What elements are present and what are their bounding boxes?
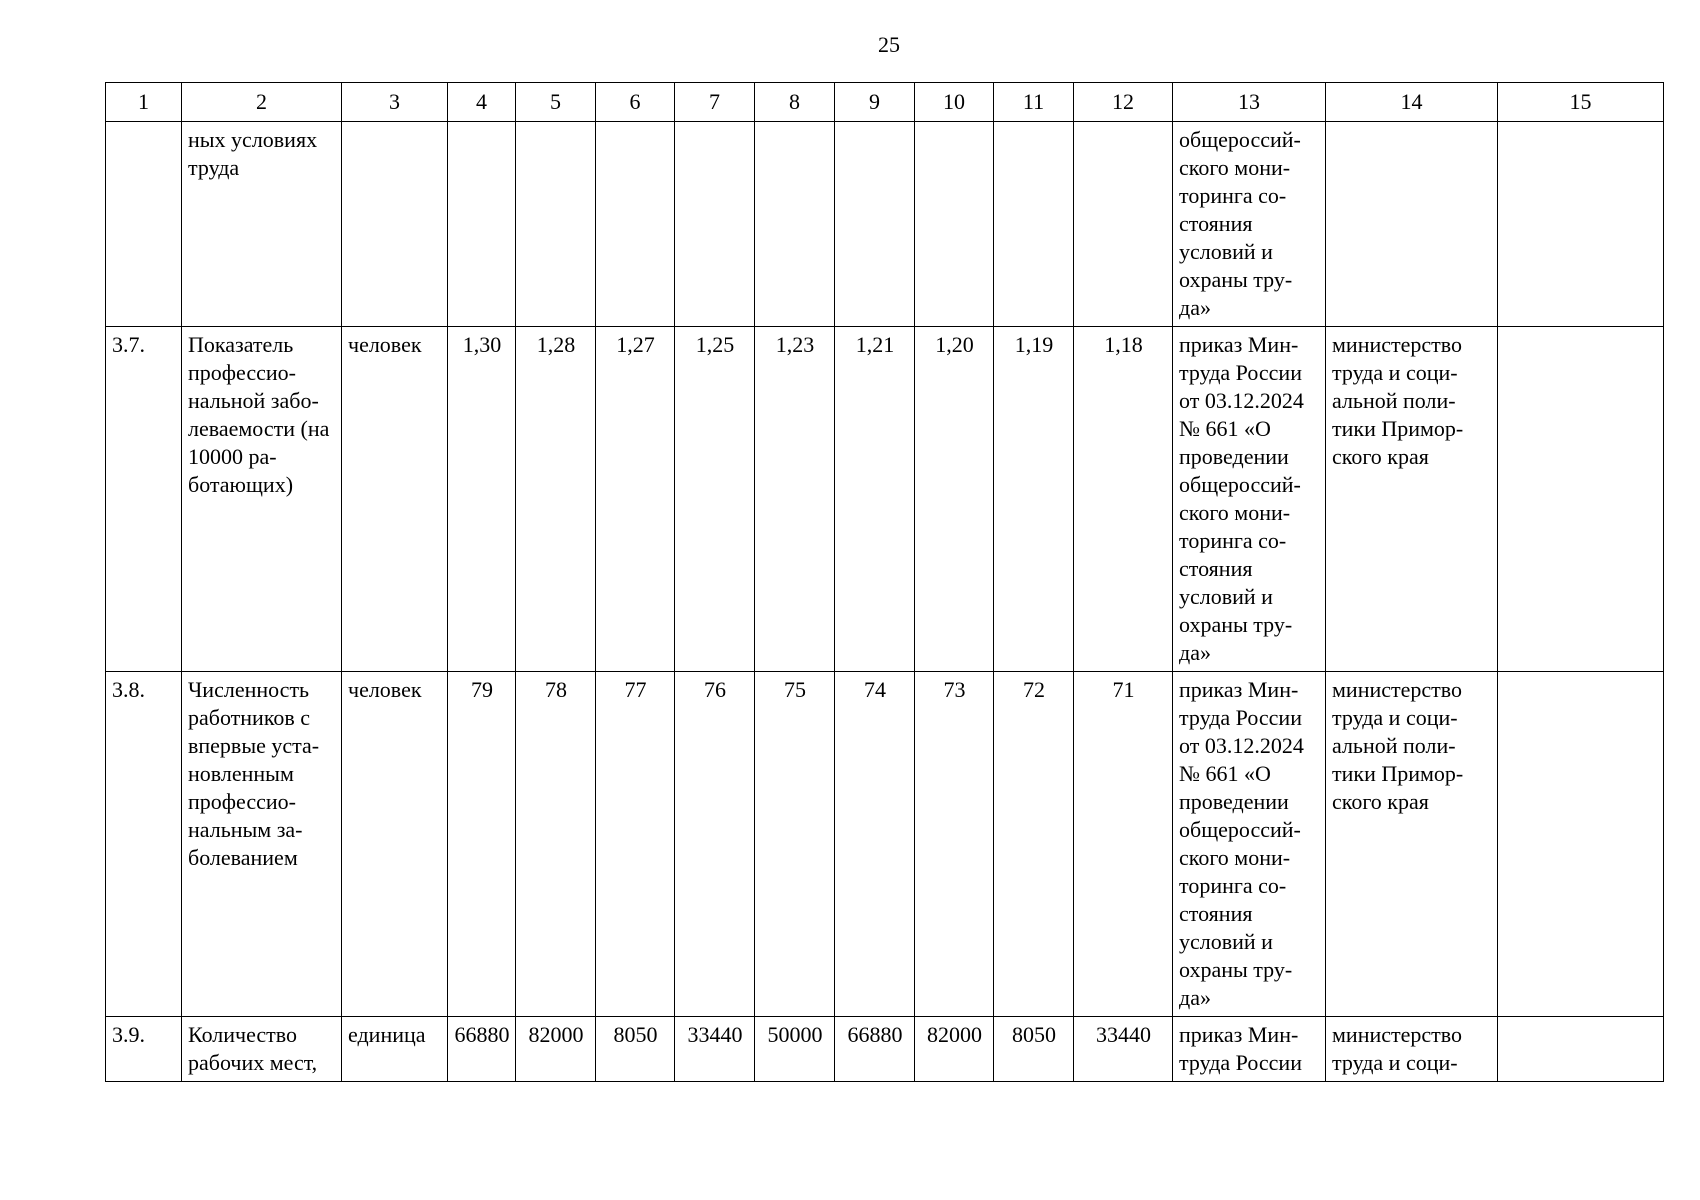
source-cell: приказ Мин-труда России (1173, 1017, 1326, 1082)
value-cell: 1,28 (516, 327, 596, 672)
value-cell: 50000 (755, 1017, 835, 1082)
value-cell: 79 (448, 672, 516, 1017)
col-header: 14 (1326, 83, 1498, 122)
responsible-cell (1326, 122, 1498, 327)
responsible-cell: министерство труда и соци-альной поли-тики Примор-ского края (1326, 327, 1498, 672)
value-cell (1074, 122, 1173, 327)
col-header: 13 (1173, 83, 1326, 122)
col-header: 8 (755, 83, 835, 122)
value-cell: 66880 (448, 1017, 516, 1082)
table-row (106, 672, 1664, 1017)
col-header: 12 (1074, 83, 1173, 122)
unit-cell: человек (342, 327, 448, 672)
table-row (106, 327, 1664, 672)
row-number (106, 122, 182, 327)
value-cell: 76 (675, 672, 755, 1017)
value-cell: 77 (596, 672, 675, 1017)
value-cell: 82000 (516, 1017, 596, 1082)
value-cell: 74 (835, 672, 915, 1017)
value-cell: 1,20 (915, 327, 994, 672)
value-cell: 1,19 (994, 327, 1074, 672)
value-cell (516, 122, 596, 327)
value-cell: 71 (1074, 672, 1173, 1017)
value-cell (448, 122, 516, 327)
value-cell: 1,18 (1074, 327, 1173, 672)
row-number: 3.8. (106, 672, 182, 1017)
unit-cell: человек (342, 672, 448, 1017)
value-cell: 8050 (994, 1017, 1074, 1082)
unit-cell: единица (342, 1017, 448, 1082)
value-cell: 8050 (596, 1017, 675, 1082)
value-cell: 33440 (1074, 1017, 1173, 1082)
indicators-table (105, 82, 1664, 1082)
value-cell (835, 122, 915, 327)
value-cell: 1,23 (755, 327, 835, 672)
note-cell (1498, 1017, 1664, 1082)
responsible-cell: министерство труда и соци-альной поли-тики Примор-ского края (1326, 672, 1498, 1017)
note-cell (1498, 672, 1664, 1017)
table-row (106, 122, 1664, 327)
source-cell: общероссий-ского мони-торинга со-стояния условий и охраны тру-да» (1173, 122, 1326, 327)
col-header: 1 (106, 83, 182, 122)
value-cell (994, 122, 1074, 327)
col-header: 4 (448, 83, 516, 122)
value-cell: 66880 (835, 1017, 915, 1082)
header-row (106, 83, 1664, 122)
col-header: 6 (596, 83, 675, 122)
value-cell: 72 (994, 672, 1074, 1017)
value-cell (915, 122, 994, 327)
value-cell: 1,21 (835, 327, 915, 672)
indicator-name: Показатель профессио-нальной забо-леваемости (на 10000 ра-ботающих) (182, 327, 342, 672)
value-cell: 1,25 (675, 327, 755, 672)
value-cell: 75 (755, 672, 835, 1017)
indicator-name: Количество рабочих мест, (182, 1017, 342, 1082)
col-header: 3 (342, 83, 448, 122)
col-header: 11 (994, 83, 1074, 122)
value-cell: 1,30 (448, 327, 516, 672)
col-header: 7 (675, 83, 755, 122)
indicator-name: Численность работников с впервые уста-новленным профессио-нальным за-болеванием (182, 672, 342, 1017)
responsible-cell: министерство труда и соци- (1326, 1017, 1498, 1082)
row-number: 3.9. (106, 1017, 182, 1082)
value-cell (596, 122, 675, 327)
col-header: 2 (182, 83, 342, 122)
row-number: 3.7. (106, 327, 182, 672)
page-number: 25 (878, 32, 900, 57)
value-cell: 73 (915, 672, 994, 1017)
note-cell (1498, 327, 1664, 672)
value-cell (675, 122, 755, 327)
value-cell: 1,27 (596, 327, 675, 672)
unit-cell (342, 122, 448, 327)
value-cell: 78 (516, 672, 596, 1017)
note-cell (1498, 122, 1664, 327)
value-cell: 33440 (675, 1017, 755, 1082)
value-cell: 82000 (915, 1017, 994, 1082)
source-cell: приказ Мин-труда России от 03.12.2024 № 661 «О проведении общероссий-ского мони-торинга со-стояния условий и охраны тру-да» (1173, 327, 1326, 672)
col-header: 15 (1498, 83, 1664, 122)
col-header: 9 (835, 83, 915, 122)
source-cell: приказ Мин-труда России от 03.12.2024 № 661 «О проведении общероссий-ского мони-торинга со-стояния условий и охраны тру-да» (1173, 672, 1326, 1017)
col-header: 10 (915, 83, 994, 122)
value-cell (755, 122, 835, 327)
col-header: 5 (516, 83, 596, 122)
indicator-name: ных условиях труда (182, 122, 342, 327)
table-row (106, 1017, 1664, 1082)
